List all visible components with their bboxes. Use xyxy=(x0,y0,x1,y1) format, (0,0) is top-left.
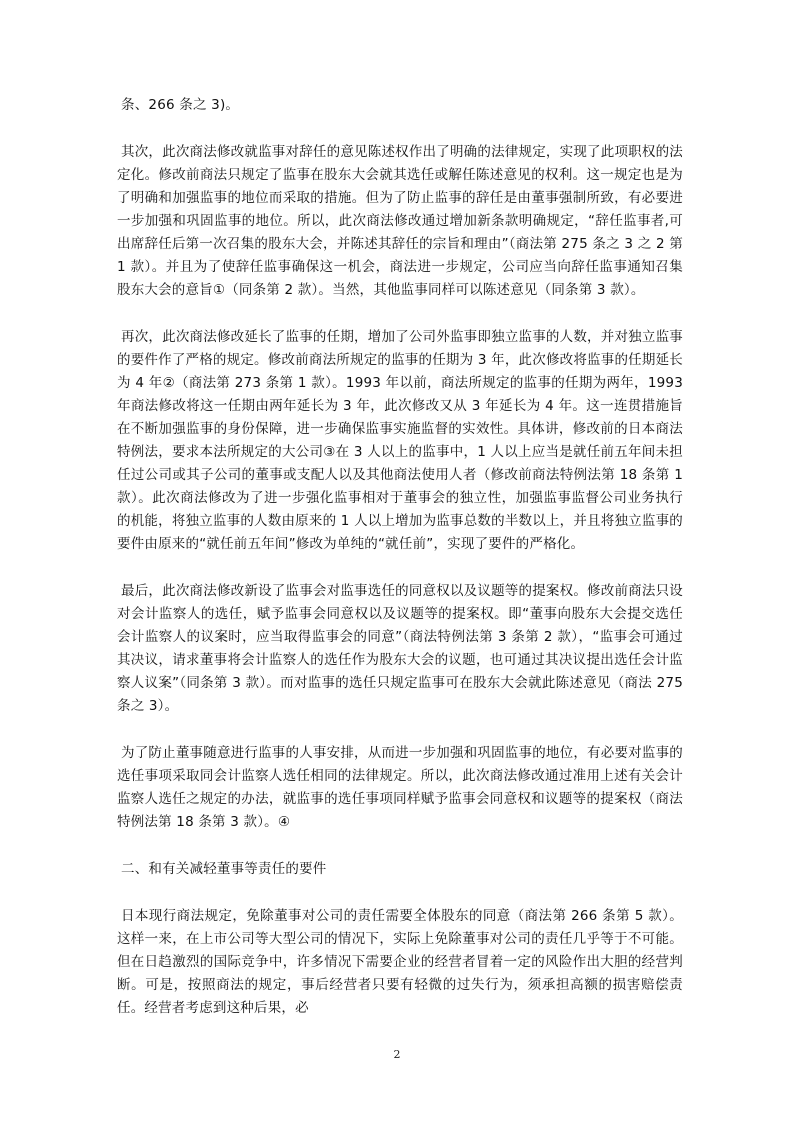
paragraph-prevent-arbitrary: 为了防止董事随意进行监事的人事安排，从而进一步加强和巩固监事的地位，有必要对监事的选任事项采取同会计监察人选任相同的法律规定。所以，此次商法修改通过准用上述有关会计监察人选任之规定的办法，就监事的选任事项同样赋予监事会同意权和议题等的提案权（商法特例法第 18 条第 3 款）。④ xyxy=(117,745,683,830)
paragraph-gap xyxy=(117,881,683,905)
paragraph-gap xyxy=(117,556,683,580)
paragraph-continuation: 条、266 条之 3)。 xyxy=(121,97,240,113)
paragraph-gap xyxy=(117,834,683,858)
paragraph-gap xyxy=(117,718,683,742)
paragraph-gap xyxy=(117,302,683,326)
paragraph-gap xyxy=(117,117,683,141)
paragraph-term-extension: 再次，此次商法修改延长了监事的任期，增加了公司外监事即独立监事的人数，并对独立监事的要件作了严格的规定。修改前商法所规定的监事的任期为 3 年，此次修改将监事的任期延长为 4 年②（商法第 273 条第 1 款）。1993 年以前，商法所规定的监事的任期为两年，1993 年商法修改将这一任期由两年延长为 3 年，此次修改又从 3 年延长为 4 年。这一连贯措施旨在不断加强监事的身份保障，进一步确保监事实施监督的实效性。具体讲，修改前的日本商法特例法，要求本法所规定的大公司③在 3 人以上的监事中，1 人以上应当是就任前五年间未担任过公司或其子公司的董事或支配人以及其他商法使用人者（修改前商法特例法第 18 条第 1 款）。此次商法修改为了进一步强化监事相对于董事会的独立性，加强监事监督公司业务执行的机能，将独立监事的人数由原来的 1 人以上增加为监事总数的半数以上，并且将独立监事的要件由原来的“就任前五年间”修改为单纯的“就任前”，实现了要件的严格化。 xyxy=(117,329,683,552)
section-heading: 二、和有关减轻董事等责任的要件 xyxy=(121,861,327,877)
document-body xyxy=(117,94,683,1020)
paragraph-resignation-opinion: 其次，此次商法修改就监事对辞任的意见陈述权作出了明确的法律规定，实现了此项职权的法定化。修改前商法只规定了监事在股东大会就其选任或解任陈述意见的权利。这一规定也是为了明确和加强监事的地位而采取的措施。但为了防止监事的辞任是由董事强制所致，有必要进一步加强和巩固监事的地位。所以，此次商法修改通过增加新条款明确规定，“辞任监事者,可出席辞任后第一次召集的股东大会，并陈述其辞任的宗旨和理由”（商法第 275 条之 3 之 2 第 1 款）。并且为了使辞任监事确保这一机会，商法进一步规定，公司应当向辞任监事通知召集股东大会的意旨①（同条第 2 款）。当然，其他监事同样可以陈述意见（同条第 3 款）。 xyxy=(117,144,683,298)
page-number: 2 xyxy=(393,1048,401,1061)
paragraph-liability: 日本现行商法规定，免除董事对公司的责任需要全体股东的同意（商法第 266 条第 5 款）。这样一来，在上市公司等大型公司的情况下，实际上免除董事对公司的责任几乎等于不可能。但在日趋激烈的国际竞争中，许多情况下需要企业的经营者冒着一定的风险作出大胆的经营判断。可是，按照商法的规定，事后经营者只要有轻微的过失行为，须承担高额的损害赔偿责任。经营者考虑到这种后果，必 xyxy=(117,908,683,1016)
paragraph-consent-right: 最后，此次商法修改新设了监事会对监事选任的同意权以及议题等的提案权。修改前商法只设对会计监察人的选任，赋予监事会同意权以及议题等的提案权。即“董事向股东大会提交选任会计监察人的议案时，应当取得监事会的同意”（商法特例法第 3 条第 2 款），“监事会可通过其决议，请求董事将会计监察人的选任作为股东大会的议题，也可通过其决议提出选任会计监察人议案”（同条第 3 款）。而对监事的选任只规定监事可在股东大会就此陈述意见（商法 275 条之 3）。 xyxy=(117,583,683,714)
